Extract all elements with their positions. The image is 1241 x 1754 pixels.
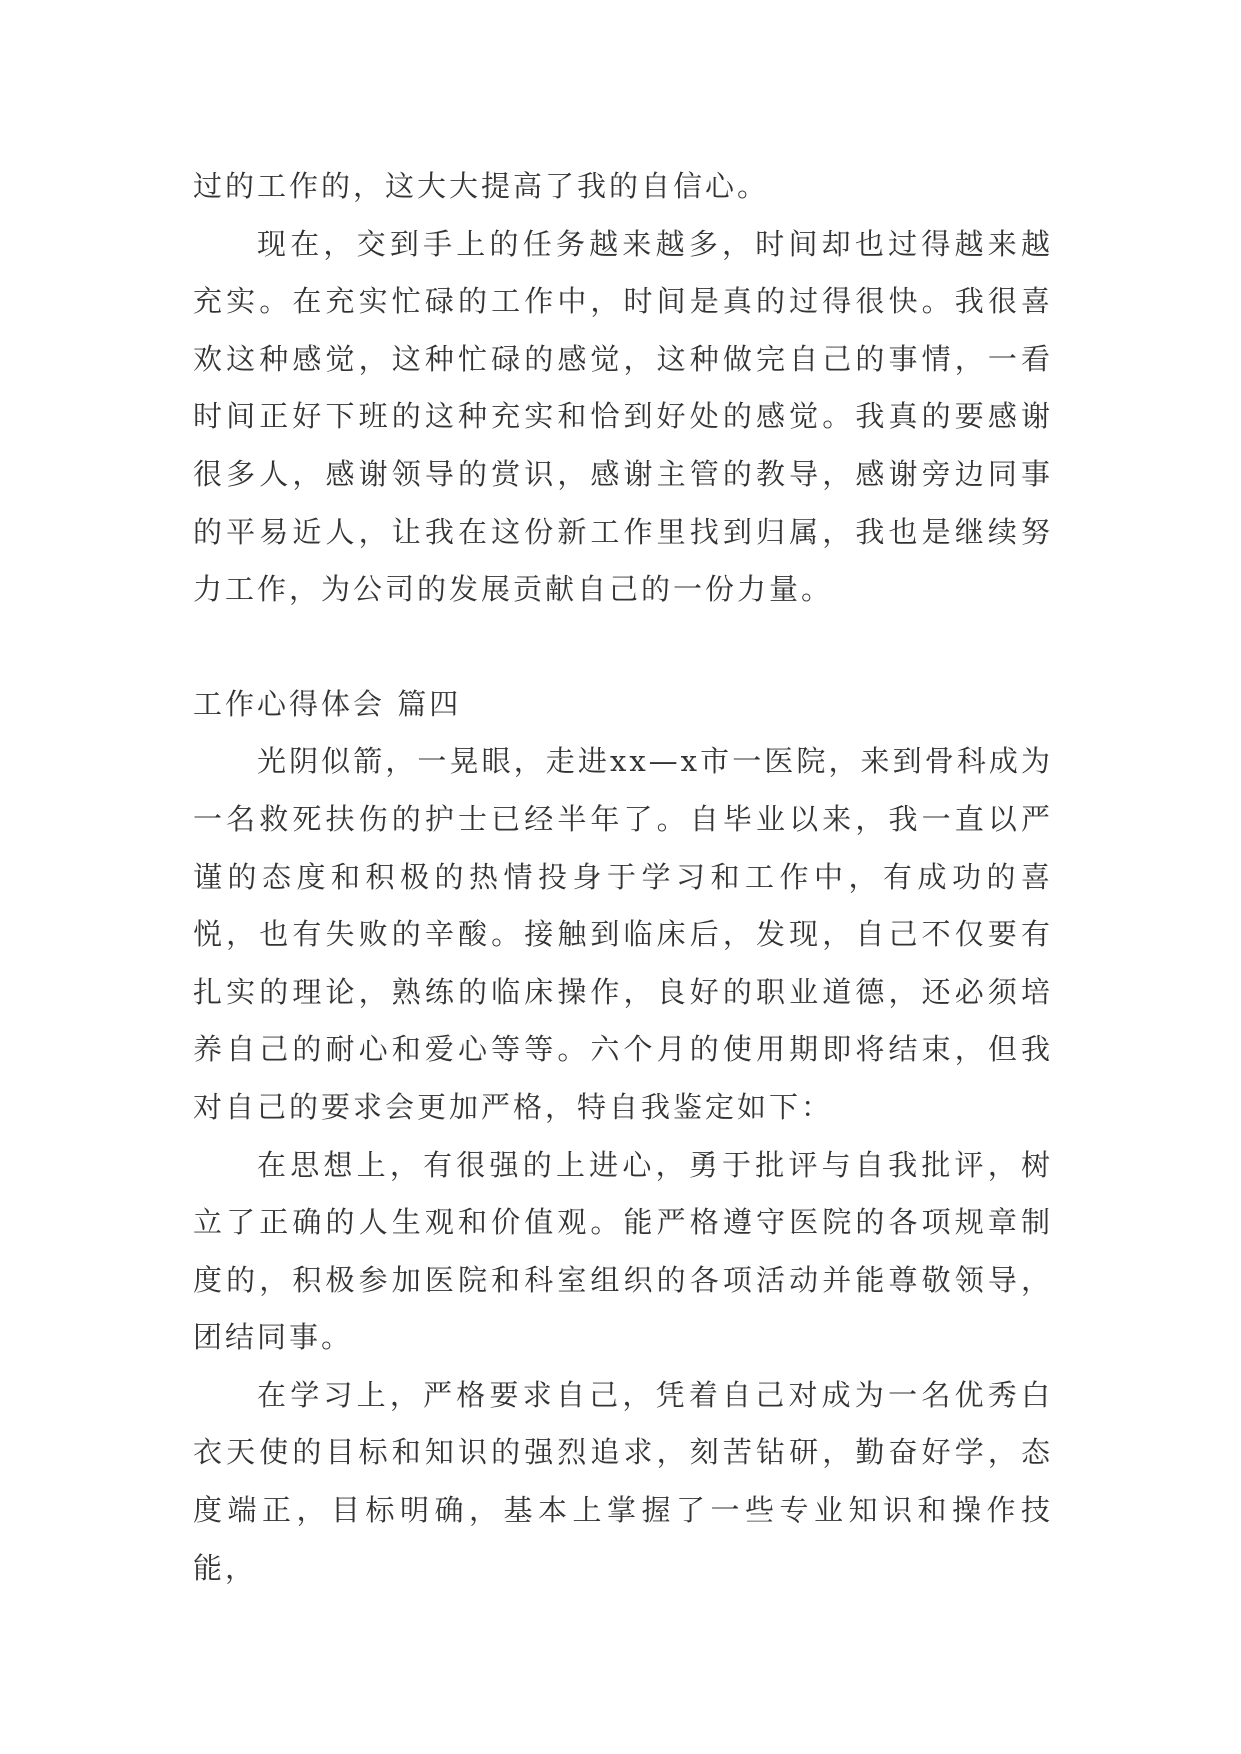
paragraph-study: 在学习上，严格要求自己，凭着自己对成为一名优秀白衣天使的目标和知识的强烈追求，刻苦钻研，勤奋好学，态度端正，目标明确，基本上掌握了一些专业知识和操作技能， [193,1377,1053,1585]
document-body [193,158,1053,1597]
section-heading: 工作心得体会 篇四 [193,686,462,721]
paragraph-nurse-intro: 光阴似箭，一晃眼，走进xx—x市一医院，来到骨科成为一名救死扶伤的护士已经半年了。自毕业以来，我一直以严谨的态度和积极的热情投身于学习和工作中，有成功的喜悦，也有失败的辛酸。接触到临床后，发现，自己不仅要有扎实的理论，熟练的临床操作，良好的职业道德，还必须培养自己的耐心和爱心等等。六个月的使用期即将结束，但我对自己的要求会更加严格，特自我鉴定如下： [193,744,1053,1124]
paragraph-ideology: 在思想上，有很强的上进心，勇于批评与自我批评，树立了正确的人生观和价值观。能严格遵守医院的各项规章制度的，积极参加医院和科室组织的各项活动并能尊敬领导，团结同事。 [193,1147,1053,1355]
intro-fragment: 过的工作的，这大大提高了我的自信心。 [193,169,770,203]
paragraph-work-fulfillment: 现在，交到手上的任务越来越多，时间却也过得越来越充实。在充实忙碌的工作中，时间是真的过得很快。我很喜欢这种感觉，这种忙碌的感觉，这种做完自己的事情，一看时间正好下班的这种充实和恰到好处的感觉。我真的要感谢很多人，感谢领导的赏识，感谢主管的教导，感谢旁边同事的平易近人，让我在这份新工作里找到归属，我也是继续努力工作，为公司的发展贡献自己的一份力量。 [193,226,1053,607]
